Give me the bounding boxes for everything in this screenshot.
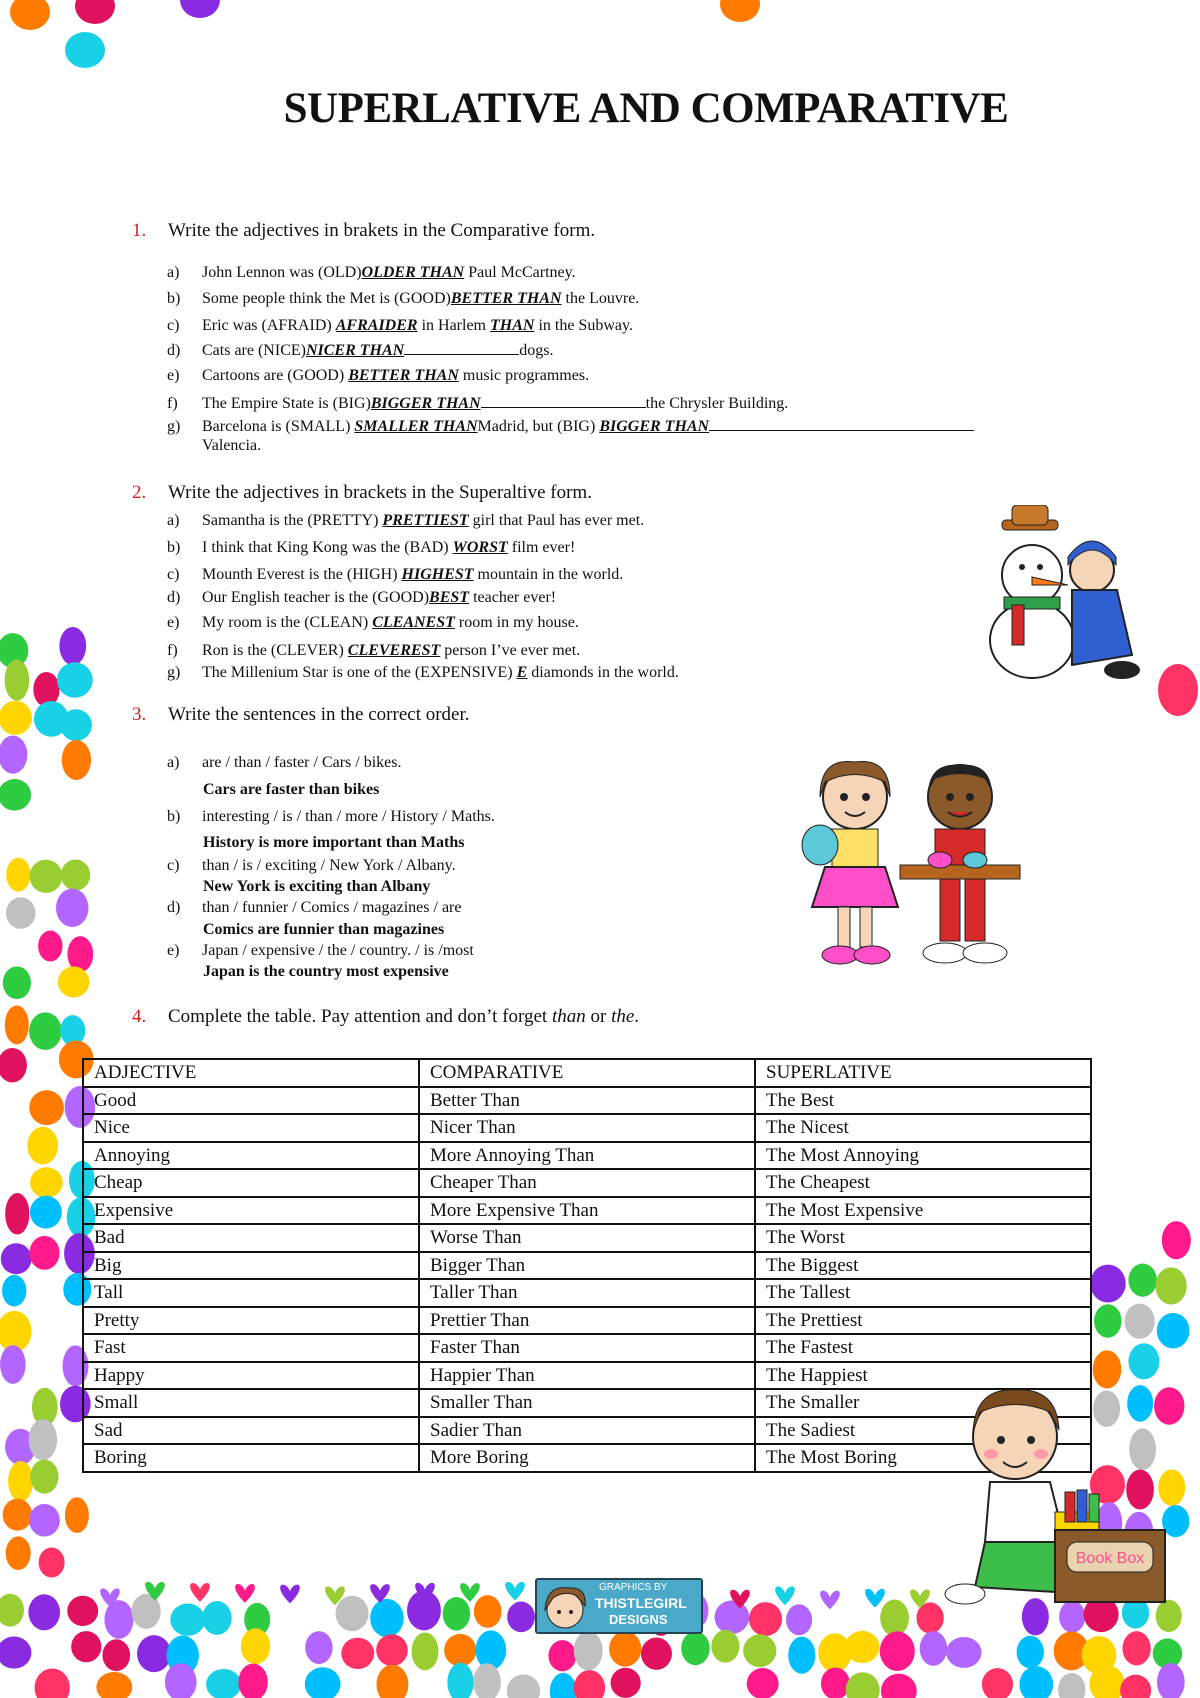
- item-letter: c): [167, 566, 180, 583]
- item-text: I think that King Kong was the (BAD): [202, 539, 449, 556]
- exercise-item: [167, 857, 456, 875]
- comparative-cell: Faster Than: [419, 1334, 755, 1362]
- item-text: in Harlem: [421, 317, 486, 334]
- item-letter: c): [167, 857, 180, 874]
- section-number: 1.: [132, 220, 147, 241]
- answer-text: SMALLER THAN: [354, 418, 478, 435]
- sentence-answer: Cars are faster than bikes: [203, 781, 380, 798]
- comparative-cell: Prettier Than: [419, 1307, 755, 1335]
- adjective-cell: Good: [83, 1087, 419, 1115]
- item-text: music programmes.: [462, 367, 590, 384]
- item-letter: a): [167, 754, 180, 771]
- scrambled-words: Japan / expensive / the / country. / is /most: [202, 942, 474, 959]
- superlative-cell: The Most Annoying: [755, 1142, 1091, 1170]
- section-2-heading: [132, 482, 592, 504]
- answer-text: BIGGER THAN: [370, 395, 481, 412]
- scrambled-words: than / is / exciting / New York / Albany.: [202, 857, 456, 874]
- exercise-item: [167, 942, 474, 960]
- item-letter: b): [167, 290, 181, 307]
- item-text: mountain in the world.: [477, 566, 624, 583]
- section-instruction: .: [634, 1006, 640, 1027]
- exercise-item: [167, 664, 679, 682]
- table-row: [83, 1197, 1091, 1225]
- item-text: Our English teacher is the (GOOD): [202, 589, 430, 606]
- sentence-answer: Comics are funnier than magazines: [203, 921, 445, 938]
- exercise-item: [167, 539, 575, 557]
- answer-text: OLDER THAN: [361, 264, 465, 281]
- section-4-heading: [132, 1006, 639, 1028]
- answer-text: PRETTIEST: [382, 512, 469, 529]
- thistlegirl-designs-logo: [535, 1578, 703, 1634]
- item-letter: g): [167, 664, 181, 681]
- superlative-cell: SUPERLATIVE: [755, 1059, 1091, 1087]
- exercise-item: [167, 290, 639, 308]
- exercise-item: [167, 589, 556, 607]
- comparative-cell: Bigger Than: [419, 1252, 755, 1280]
- instruction-emphasis: than: [551, 1006, 586, 1027]
- section-instruction: Write the sentences in the correct order.: [168, 704, 470, 725]
- scrambled-words: than / funnier / Comics / magazines / are: [202, 899, 462, 916]
- answer-text: BETTER THAN: [348, 367, 459, 384]
- superlative-cell: The Most Expensive: [755, 1197, 1091, 1225]
- superlative-cell: The Happiest: [755, 1362, 1091, 1390]
- sentence-answer: Japan is the country most expensive: [203, 963, 449, 980]
- comparative-cell: Taller Than: [419, 1279, 755, 1307]
- item-text: The Millenium Star is one of the (EXPENSIVE): [202, 664, 513, 681]
- table-row: [83, 1307, 1091, 1335]
- comparative-cell: Cheaper Than: [419, 1169, 755, 1197]
- exercise-item: [167, 264, 576, 282]
- item-text: room in my house.: [458, 614, 579, 631]
- answer-text: E: [516, 664, 528, 681]
- adjective-cell: Bad: [83, 1224, 419, 1252]
- table-row: [83, 1114, 1091, 1142]
- snowman-clipart: [972, 505, 1152, 685]
- item-text: Samantha is the (PRETTY): [202, 512, 379, 529]
- superlative-cell: The Sadiest: [755, 1417, 1091, 1445]
- exercise-item: [167, 899, 461, 917]
- item-text: Paul McCartney.: [468, 264, 576, 281]
- superlative-cell: The Prettiest: [755, 1307, 1091, 1335]
- section-instruction: Write the adjectives in brakets in the Comparative form.: [168, 220, 596, 241]
- item-text: dogs.: [519, 342, 554, 359]
- blank-line: [481, 393, 646, 408]
- exercise-item: [167, 642, 580, 660]
- item-letter: d): [167, 899, 181, 916]
- section-number: 3.: [132, 704, 147, 725]
- table-row: [83, 1169, 1091, 1197]
- comparative-cell: More Expensive Than: [419, 1197, 755, 1225]
- answer-text: THAN: [489, 317, 535, 334]
- item-text: in the Subway.: [538, 317, 633, 334]
- logo-brand: THISTLEGIRL: [595, 1595, 687, 1611]
- item-text: Cats are (NICE): [202, 342, 306, 359]
- table-header-row: [83, 1059, 1091, 1087]
- item-text: film ever!: [511, 539, 576, 556]
- superlative-cell: The Biggest: [755, 1252, 1091, 1280]
- item-text: Some people think the Met is (GOOD): [202, 290, 451, 307]
- superlative-cell: The Worst: [755, 1224, 1091, 1252]
- item-text: girl that Paul has ever met.: [472, 512, 645, 529]
- item-text: John Lennon was (OLD): [202, 264, 362, 281]
- adjective-cell: Small: [83, 1389, 419, 1417]
- exercise-item: [167, 512, 644, 530]
- item-letter: b): [167, 539, 181, 556]
- answer-text: HIGHEST: [401, 566, 474, 583]
- superlative-cell: The Best: [755, 1087, 1091, 1115]
- section-number: 2.: [132, 482, 147, 503]
- item-continuation: Valencia.: [202, 437, 262, 454]
- superlative-cell: The Nicest: [755, 1114, 1091, 1142]
- item-text: My room is the (CLEAN): [202, 614, 369, 631]
- exercise-item: [167, 614, 579, 632]
- blank-line: [709, 416, 974, 431]
- item-letter: g): [167, 418, 181, 435]
- sentence-answer: History is more important than Maths: [203, 834, 465, 851]
- instruction-emphasis: the: [611, 1006, 635, 1027]
- item-letter: d): [167, 589, 181, 606]
- table-row: [83, 1252, 1091, 1280]
- comparative-cell: Nicer Than: [419, 1114, 755, 1142]
- section-instruction: Write the adjectives in brackets in the Superaltive form.: [168, 482, 592, 503]
- comparative-cell: Happier Than: [419, 1362, 755, 1390]
- adjective-cell: Pretty: [83, 1307, 419, 1335]
- item-letter: e): [167, 367, 180, 384]
- table-row: [83, 1224, 1091, 1252]
- sentence-answer: New York is exciting than Albany: [203, 878, 431, 895]
- comparative-cell: Better Than: [419, 1087, 755, 1115]
- adjective-cell: Fast: [83, 1334, 419, 1362]
- blank-line: [404, 340, 519, 355]
- exercise-item: [167, 808, 495, 826]
- item-text: Eric was (AFRAID): [202, 317, 332, 334]
- answer-text: AFRAIDER: [335, 317, 418, 334]
- table-row: [83, 1334, 1091, 1362]
- section-instruction: Complete the table. Pay attention and don’t forget: [168, 1006, 552, 1027]
- item-letter: c): [167, 317, 180, 334]
- table-row: [83, 1142, 1091, 1170]
- item-text: the Chrysler Building.: [645, 395, 789, 412]
- adjective-cell: Nice: [83, 1114, 419, 1142]
- item-letter: f): [167, 642, 178, 659]
- answer-text: NICER THAN: [305, 342, 405, 359]
- scrambled-words: interesting / is / than / more / History / Maths.: [202, 808, 495, 825]
- adjective-cell: Happy: [83, 1362, 419, 1390]
- answer-text: CLEANEST: [372, 614, 455, 631]
- book-box-label: Book Box: [1075, 1550, 1145, 1567]
- item-text: Mounth Everest is the (HIGH): [202, 566, 398, 583]
- adjective-cell: Annoying: [83, 1142, 419, 1170]
- logo-caption: GRAPHICS BY: [599, 1582, 668, 1593]
- answer-text: BEST: [429, 589, 470, 606]
- item-letter: b): [167, 808, 181, 825]
- item-text: diamonds in the world.: [531, 664, 679, 681]
- adjective-cell: Tall: [83, 1279, 419, 1307]
- comparative-cell: More Annoying Than: [419, 1142, 755, 1170]
- item-letter: e): [167, 942, 180, 959]
- answer-text: WORST: [452, 539, 508, 556]
- comparative-cell: More Boring: [419, 1444, 755, 1472]
- exercise-item: [167, 416, 974, 436]
- item-text: teacher ever!: [473, 589, 557, 606]
- girl-face-icon: [537, 1580, 593, 1632]
- adjective-cell: Big: [83, 1252, 419, 1280]
- section-1-heading: [132, 220, 595, 242]
- section-number: 4.: [132, 1006, 147, 1027]
- comparative-cell: Sadier Than: [419, 1417, 755, 1445]
- table-row: [83, 1087, 1091, 1115]
- boy-book-box-clipart: [935, 1382, 1175, 1622]
- exercise-item: [167, 340, 553, 360]
- comparative-cell: Smaller Than: [419, 1389, 755, 1417]
- logo-brand-sub: DESIGNS: [609, 1612, 668, 1627]
- item-letter: a): [167, 512, 180, 529]
- item-letter: d): [167, 342, 181, 359]
- superlative-cell: The Tallest: [755, 1279, 1091, 1307]
- adjective-cell: Cheap: [83, 1169, 419, 1197]
- item-letter: f): [167, 395, 178, 412]
- scrambled-words: are / than / faster / Cars / bikes.: [202, 754, 402, 771]
- answer-text: BETTER THAN: [450, 290, 562, 307]
- exercise-item: [167, 754, 402, 772]
- item-letter: e): [167, 614, 180, 631]
- adjective-cell: Sad: [83, 1417, 419, 1445]
- answer-text: CLEVEREST: [347, 642, 441, 659]
- item-letter: a): [167, 264, 180, 281]
- table-row: [83, 1279, 1091, 1307]
- page-title: SUPERLATIVE AND COMPARATIVE: [283, 85, 1009, 132]
- superlative-cell: The Cheapest: [755, 1169, 1091, 1197]
- superlative-cell: The Most Boring: [755, 1444, 1091, 1472]
- kids-tea-party-clipart: [790, 757, 1030, 977]
- item-text: The Empire State is (BIG): [202, 395, 371, 412]
- adjective-cell: Boring: [83, 1444, 419, 1472]
- exercise-item: [167, 566, 623, 584]
- section-instruction: or: [585, 1006, 612, 1027]
- comparative-cell: COMPARATIVE: [419, 1059, 755, 1087]
- section-3-heading: [132, 704, 470, 726]
- item-text: Madrid, but (BIG): [477, 418, 596, 435]
- superlative-cell: The Smaller: [755, 1389, 1091, 1417]
- exercise-item: [167, 393, 788, 413]
- item-text: Barcelona is (SMALL): [202, 418, 351, 435]
- comparative-cell: Worse Than: [419, 1224, 755, 1252]
- exercise-item: [167, 367, 589, 385]
- superlative-cell: The Fastest: [755, 1334, 1091, 1362]
- adjective-cell: ADJECTIVE: [83, 1059, 419, 1087]
- answer-text: BIGGER THAN: [599, 418, 710, 435]
- adjective-cell: Expensive: [83, 1197, 419, 1225]
- item-text: Cartoons are (GOOD): [202, 367, 345, 384]
- item-text: Ron is the (CLEVER): [202, 642, 344, 659]
- item-text: the Louvre.: [565, 290, 640, 307]
- item-text: person I’ve ever met.: [444, 642, 581, 659]
- exercise-item: [167, 317, 633, 335]
